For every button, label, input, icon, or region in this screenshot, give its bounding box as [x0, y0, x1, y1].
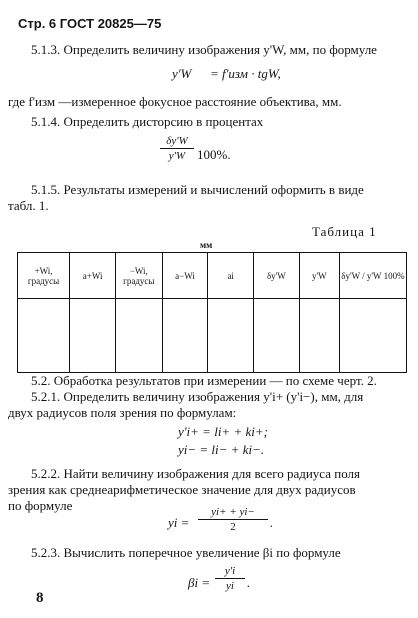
- formula-mean-tail: .: [270, 515, 274, 530]
- table-cell: [339, 299, 406, 373]
- paragraph-5-2-2-line2: зрения как среднеарифметическое значение для двух радиусов: [8, 482, 356, 497]
- table-header-cell: −Wi, градусы: [116, 253, 162, 299]
- table-header-cell: y'W: [299, 253, 339, 299]
- paragraph-5-2-2-line1: 5.2.2. Найти величину изображения для всего радиуса поля: [31, 466, 360, 481]
- page-header: Стр. 6 ГОСТ 20825—75: [18, 16, 162, 31]
- table-cell: [116, 299, 162, 373]
- table-row: [18, 299, 407, 373]
- paragraph-5-2-1-line1: 5.2.1. Определить величину изображения y'i+ (y'i−), мм, для: [31, 389, 364, 404]
- paragraph-5-2-2-line3: по формуле: [8, 498, 73, 513]
- table-header-cell: a−Wi: [162, 253, 208, 299]
- table-cell: [18, 299, 70, 373]
- table-cell: [299, 299, 339, 373]
- table-cell: [70, 299, 116, 373]
- paragraph-5-2: 5.2. Обработка результатов при измерении — по схеме черт. 2.: [31, 373, 377, 388]
- formula-beta-tail: .: [247, 575, 251, 590]
- paragraph-5-2-1-line2: двух радиусов поля зрения по формулам:: [8, 405, 237, 420]
- fraction-line: [215, 578, 245, 579]
- page-number: 8: [36, 590, 44, 606]
- formula-5-1-3-lhs: y'W: [172, 66, 192, 81]
- table-header-cell: δy'W / y'W 100%: [339, 253, 406, 299]
- formula-distortion-tail: 100%.: [197, 147, 231, 162]
- formula-beta-numerator: y'i: [224, 565, 236, 577]
- table-caption: Таблица 1: [312, 224, 377, 239]
- paragraph-5-2-3: 5.2.3. Вычислить поперечное увеличение βi по формуле: [31, 545, 341, 560]
- results-table: [17, 252, 407, 373]
- paragraph-5-1-5-line1: 5.1.5. Результаты измерений и вычислений оформить в виде: [31, 182, 364, 197]
- formula-distortion-denominator: y'W: [168, 150, 186, 162]
- formula-mean-fraction: [198, 506, 268, 533]
- formula-y-minus: yi− = li− + ki−.: [178, 442, 265, 457]
- fraction-line: [160, 148, 194, 149]
- paragraph-5-1-4: 5.1.4. Определить дисторсию в процентах: [31, 114, 264, 129]
- formula-mean-lhs: yi =: [168, 515, 190, 530]
- table-cell: [208, 299, 253, 373]
- table-unit: мм: [200, 240, 213, 250]
- formula-y-plus: y'i+ = li+ + ki+;: [178, 424, 268, 439]
- formula-distortion-numerator: δy'W: [166, 135, 188, 147]
- formula-5-1-3-rhs: = f'изм · tgW,: [210, 66, 281, 81]
- paragraph-5-1-3-where: где f'изм —измеренное фокусное расстояние объектива, мм.: [8, 94, 342, 109]
- paragraph-5-1-3: 5.1.3. Определить величину изображения y'W, мм, по формуле: [31, 42, 377, 57]
- formula-mean-numerator: yi+ + yi−: [211, 506, 255, 518]
- table-cell: [253, 299, 299, 373]
- formula-beta-fraction: [215, 565, 245, 592]
- formula-mean-denominator: 2: [230, 521, 236, 533]
- table-cell: [162, 299, 208, 373]
- formula-beta-lhs: βi =: [188, 575, 211, 590]
- table-header-row: [18, 253, 407, 299]
- formula-beta-denominator: yi: [226, 580, 234, 592]
- fraction-line: [198, 519, 268, 520]
- table-header-cell: +Wi, градусы: [18, 253, 70, 299]
- table-header-cell: δy'W: [253, 253, 299, 299]
- table-header-cell: a+Wi: [70, 253, 116, 299]
- paragraph-5-1-5-line2: табл. 1.: [8, 198, 49, 213]
- table-header-cell: ai: [208, 253, 253, 299]
- formula-distortion: [160, 135, 194, 162]
